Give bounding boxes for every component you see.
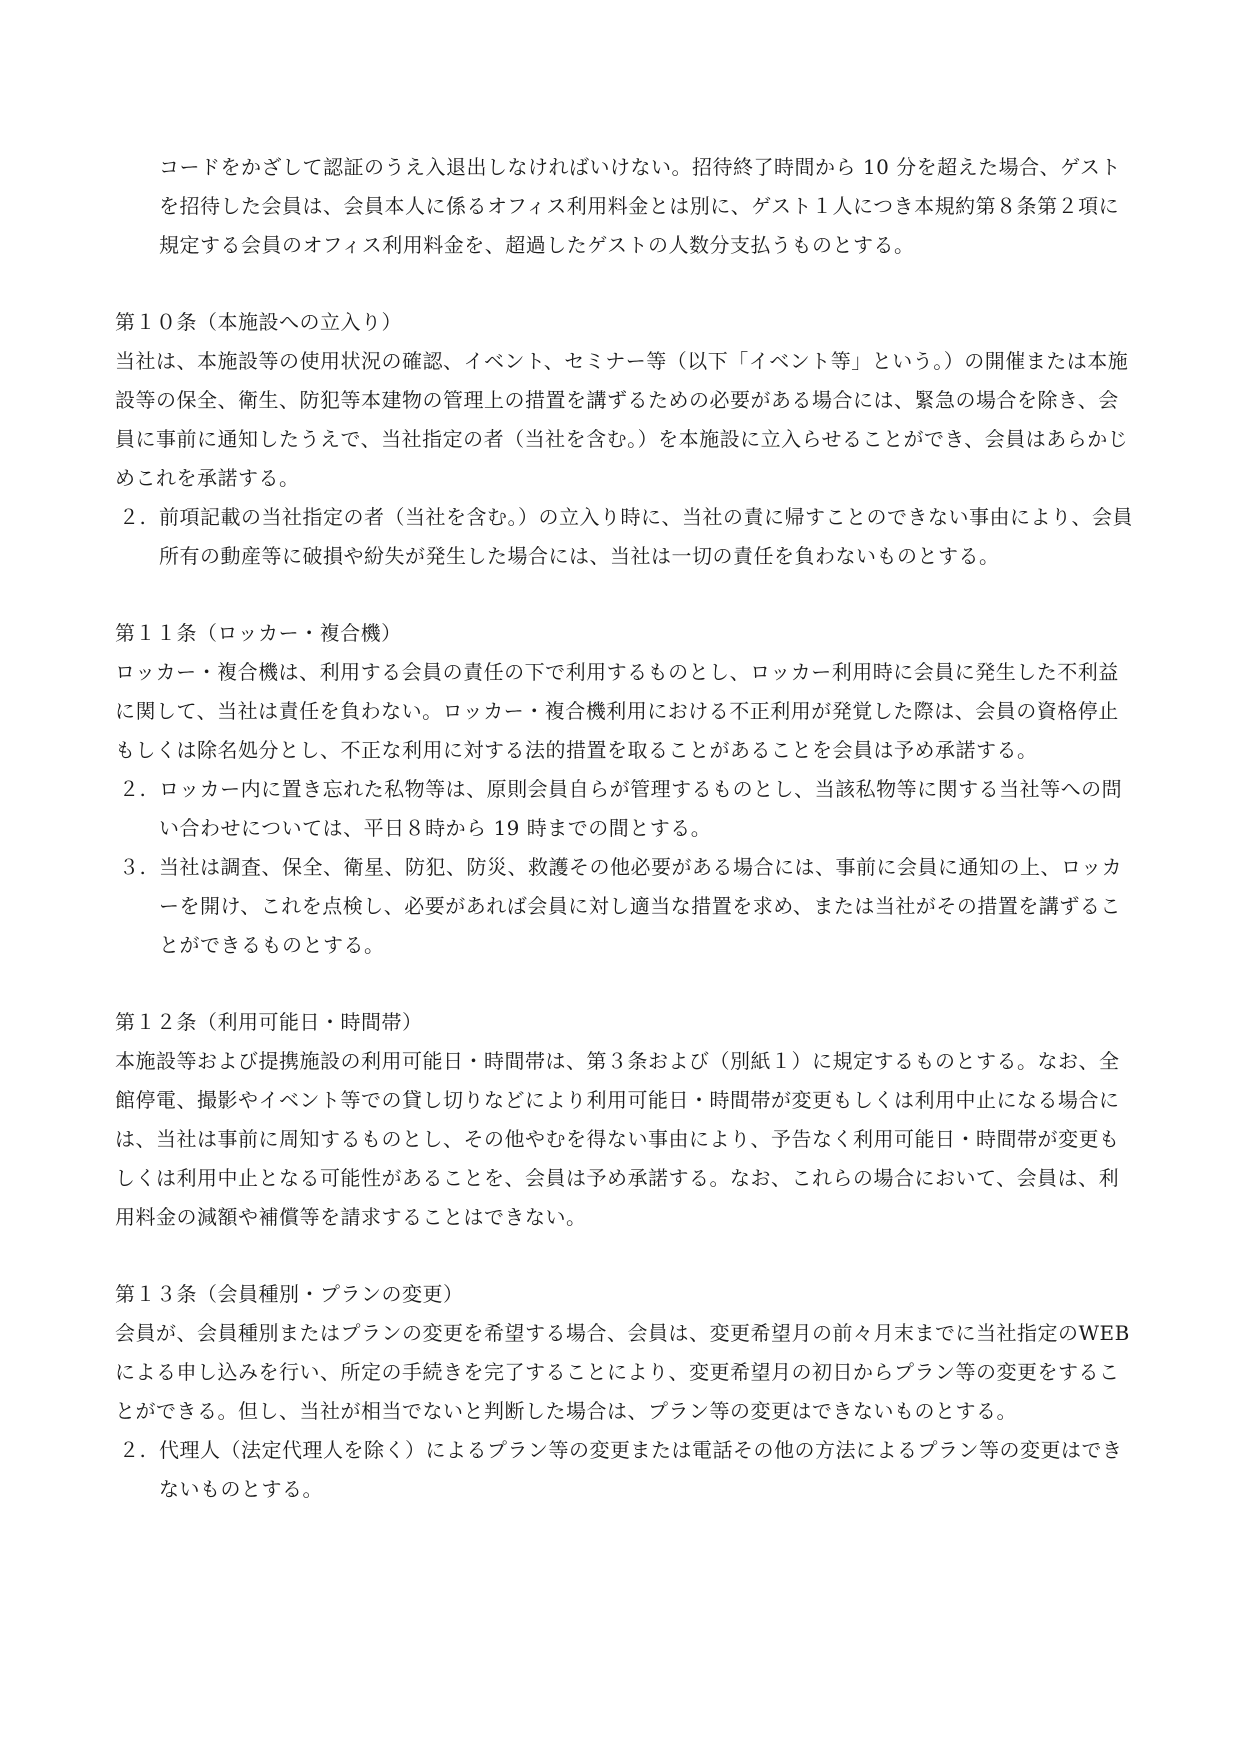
article-10 xyxy=(115,303,1135,576)
article-heading: 第１１条（ロッカー・複合機） xyxy=(115,621,402,645)
article-heading: 第１０条（本施設への立入り） xyxy=(115,310,402,334)
item-number: ２. xyxy=(119,777,147,801)
item-text: ロッカー内に置き忘れた私物等は、原則会員自らが管理するものとし、当該私物等に関する当社等への問い合わせについては、平日８時から 19 時までの間とする。 xyxy=(159,777,1123,840)
item-text: 当社は調査、保全、衛星、防犯、防災、救護その他必要がある場合には、事前に会員に通知の上、ロッカーを開け、これを点検し、必要があれば会員に対し適当な措置を求め、または当社がその措置を講ずることができるものとする。 xyxy=(159,855,1123,957)
document-body xyxy=(115,148,1135,1547)
article-item xyxy=(115,770,1135,848)
article-13 xyxy=(115,1275,1135,1509)
item-number: ２. xyxy=(119,505,147,529)
article-11 xyxy=(115,614,1135,965)
article-body: 当社は、本施設等の使用状況の確認、イベント、セミナー等（以下「イベント等」という。）の開催または本施設等の保全、衛生、防犯等本建物の管理上の措置を講ずるための必要がある場合には、緊急の場合を除き、会員に事前に通知したうえで、当社指定の者（当社を含む。）を本施設に立入らせることができ、会員はあらかじめこれを承諾する。 xyxy=(115,349,1129,490)
article-12 xyxy=(115,1003,1135,1237)
item-text: 代理人（法定代理人を除く）によるプラン等の変更または電話その他の方法によるプラン等の変更はできないものとする。 xyxy=(159,1438,1123,1501)
article-heading: 第１３条（会員種別・プランの変更） xyxy=(115,1282,464,1306)
article-body: 本施設等および提携施設の利用可能日・時間帯は、第３条および（別紙１）に規定するものとする。なお、全館停電、撮影やイベント等での貸し切りなどにより利用可能日・時間帯が変更もしくは利用中止になる場合には、当社は事前に周知するものとし、その他やむを得ない事由により、予告なく利用可能日・時間帯が変更もしくは利用中止となる可能性があることを、会員は予め承諾する。なお、これらの場合において、会員は、利用料金の減額や補償等を請求することはできない。 xyxy=(115,1049,1120,1229)
item-number: ２. xyxy=(119,1438,147,1462)
article-item xyxy=(115,1431,1135,1509)
article-item xyxy=(115,848,1135,965)
article-heading: 第１２条（利用可能日・時間帯） xyxy=(115,1010,423,1034)
continued-paragraph: コードをかざして認証のうえ入退出しなければいけない。招待終了時間から 10 分を超えた場合、ゲストを招待した会員は、会員本人に係るオフィス利用料金とは別に、ゲスト１人につき本規約第８条第２項に規定する会員のオフィス利用料金を、超過したゲストの人数分支払うものとする。 xyxy=(159,155,1121,257)
article-body: 会員が、会員種別またはプランの変更を希望する場合、会員は、変更希望月の前々月末までに当社指定のWEB による申し込みを行い、所定の手続きを完了することにより、変更希望月の初日からプラン等の変更をすることができる。但し、当社が相当でないと判断した場合は、プラン等の変更はできないものとする。 xyxy=(115,1321,1130,1423)
item-text: 前項記載の当社指定の者（当社を含む。）の立入り時に、当社の責に帰すことのできない事由により、会員所有の動産等に破損や紛失が発生した場合には、当社は一切の責任を負わないものとする。 xyxy=(159,505,1133,568)
article-item xyxy=(115,498,1135,576)
item-number: ３. xyxy=(119,855,147,879)
article-body: ロッカー・複合機は、利用する会員の責任の下で利用するものとし、ロッカー利用時に会員に発生した不利益に関して、当社は責任を負わない。ロッカー・複合機利用における不正利用が発覚した際は、会員の資格停止もしくは除名処分とし、不正な利用に対する法的措置を取ることがあることを会員は予め承諾する。 xyxy=(115,660,1119,762)
